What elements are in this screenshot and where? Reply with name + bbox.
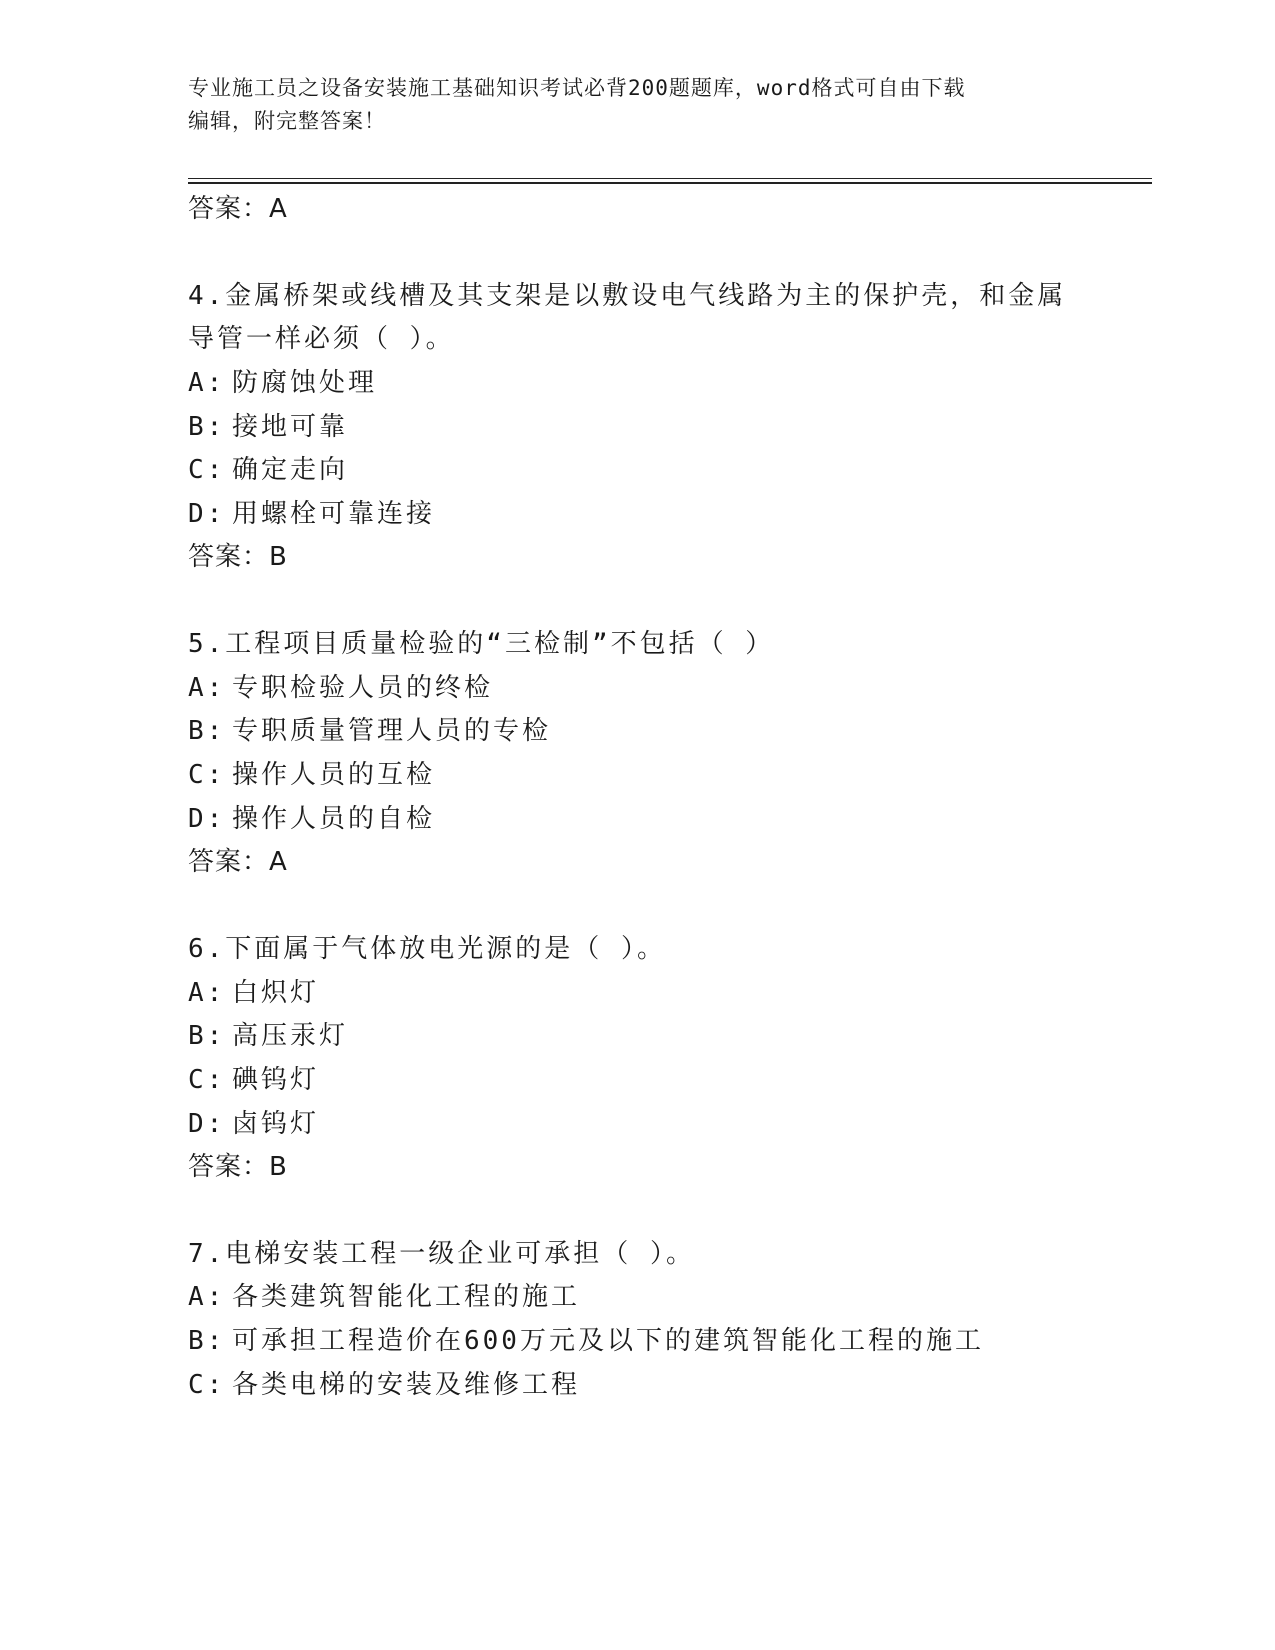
- option-text: 高压汞灯: [232, 1021, 349, 1051]
- question-7-option-a: [188, 1276, 580, 1313]
- option-text: 防腐蚀处理: [232, 368, 378, 398]
- option-letter: D:: [188, 1109, 226, 1139]
- option-text: 碘钨灯: [232, 1065, 320, 1095]
- option-letter: B:: [188, 412, 226, 442]
- option-text: 各类建筑智能化工程的施工: [232, 1282, 581, 1312]
- question-6-option-d: [188, 1103, 319, 1140]
- question-5-option-d: [188, 798, 435, 835]
- option-letter: C:: [188, 455, 226, 485]
- option-text: 用螺栓可靠连接: [232, 499, 436, 529]
- option-text: 接地可靠: [232, 412, 349, 442]
- option-letter: C:: [188, 1370, 226, 1400]
- question-4-option-a: [188, 362, 377, 399]
- option-letter: C:: [188, 760, 226, 790]
- option-letter: D:: [188, 499, 226, 529]
- header-divider-thin: [188, 178, 1152, 179]
- option-letter: B:: [188, 716, 226, 746]
- question-4-answer: 答案：B: [188, 542, 288, 572]
- header-divider-thick: [188, 182, 1152, 184]
- question-6-answer: 答案：B: [188, 1152, 288, 1182]
- option-letter: B:: [188, 1021, 226, 1051]
- question-5-option-b: [188, 710, 551, 747]
- option-letter: A:: [188, 368, 226, 398]
- question-5-option-a: [188, 667, 493, 704]
- option-letter: A:: [188, 978, 226, 1008]
- option-letter: B:: [188, 1326, 226, 1356]
- question-6-stem: 6.下面属于气体放电光源的是（ ）。: [188, 934, 666, 964]
- option-letter: A:: [188, 673, 226, 703]
- option-text: 操作人员的自检: [232, 804, 436, 834]
- document-header: [188, 72, 1088, 138]
- option-text: 专职检验人员的终检: [232, 673, 494, 703]
- option-text: 卤钨灯: [232, 1109, 320, 1139]
- option-letter: A:: [188, 1282, 226, 1312]
- option-letter: C:: [188, 1065, 226, 1095]
- option-text: 确定走向: [232, 455, 349, 485]
- question-4-option-d: [188, 493, 435, 530]
- question-7-stem: 7.电梯安装工程一级企业可承担（ ）。: [188, 1239, 695, 1269]
- option-text: 各类电梯的安装及维修工程: [232, 1370, 581, 1400]
- question-7-option-b: [188, 1320, 984, 1357]
- question-6-option-b: [188, 1015, 348, 1052]
- question-4-stem-line2: 导管一样必须（ ）。: [188, 324, 455, 354]
- option-text: 可承担工程造价在600万元及以下的建筑智能化工程的施工: [232, 1326, 984, 1356]
- question-7-option-c: [188, 1364, 580, 1401]
- question-4-stem-line1: 4.金属桥架或线槽及其支架是以敷设电气线路为主的保护壳，和金属: [188, 281, 1067, 311]
- question-5-option-c: [188, 754, 435, 791]
- question-6-option-a: [188, 972, 319, 1009]
- answer-line: 答案：A: [188, 194, 288, 224]
- question-4-option-c: [188, 449, 348, 486]
- question-5-answer: 答案：A: [188, 847, 288, 877]
- header-title-line1: 专业施工员之设备安装施工基础知识考试必背200题题库，word格式可自由下载: [188, 76, 966, 100]
- question-4-option-b: [188, 406, 348, 443]
- question-6-option-c: [188, 1059, 319, 1096]
- option-text: 专职质量管理人员的专检: [232, 716, 552, 746]
- option-letter: D:: [188, 804, 226, 834]
- option-text: 操作人员的互检: [232, 760, 436, 790]
- header-title-line2: 编辑，附完整答案！: [188, 109, 386, 133]
- question-5-stem: 5.工程项目质量检验的“三检制”不包括（ ）: [188, 629, 775, 659]
- option-text: 白炽灯: [232, 978, 320, 1008]
